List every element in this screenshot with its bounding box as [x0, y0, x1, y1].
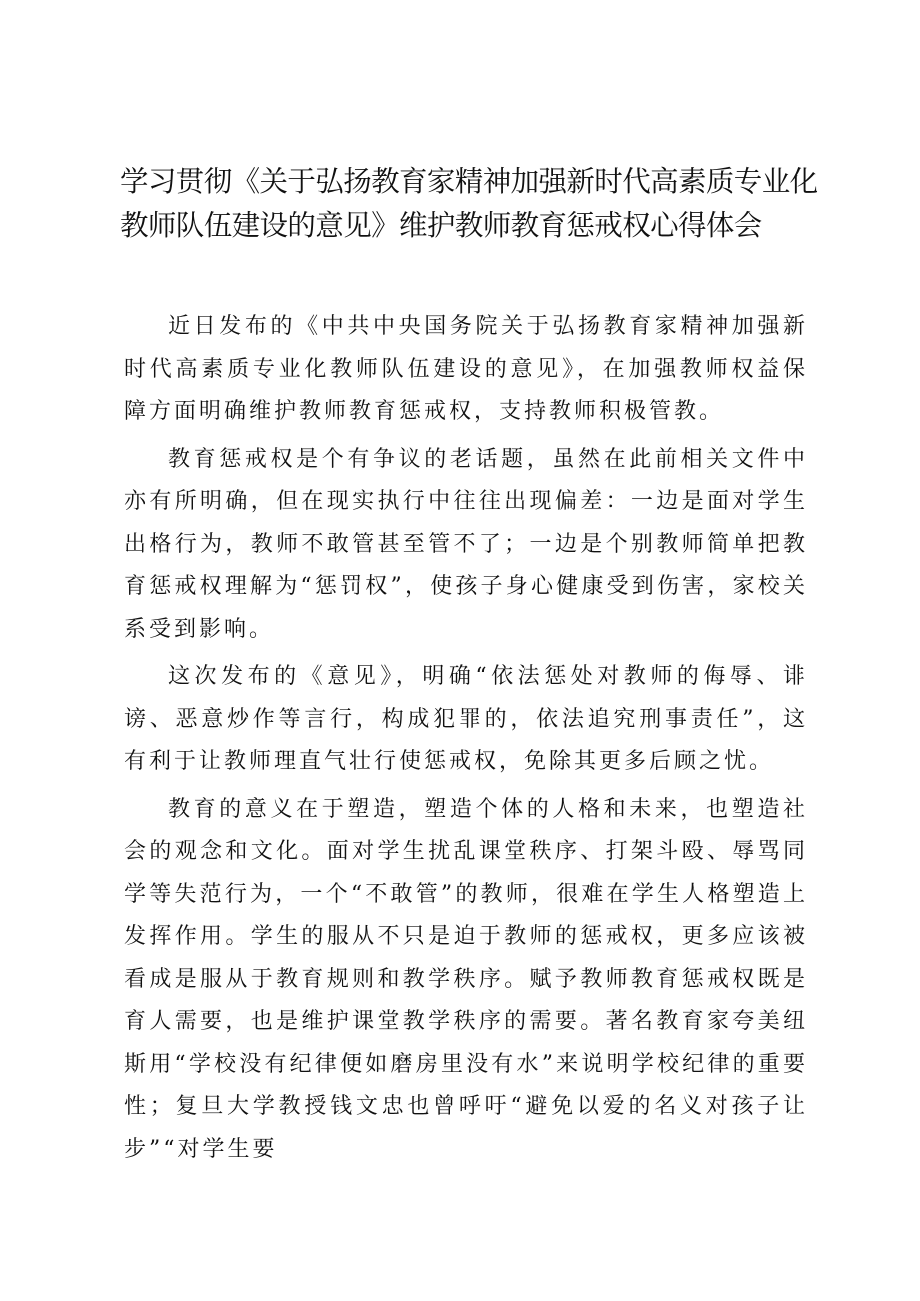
- document-title: 学习贯彻《关于弘扬教育家精神加强新时代高素质专业化教师队伍建设的意见》维护教师教育惩戒权心得体会: [120, 165, 818, 242]
- body-paragraph-3: 这次发布的《意见》，明确“依法惩处对教师的侮辱、诽谤、恶意炒作等言行，构成犯罪的，依法追究刑事责任”，这有利于让教师理直气壮行使惩戒权，免除其更多后顾之忧。: [124, 664, 808, 774]
- body-paragraph-2: 教育惩戒权是个有争议的老话题，虽然在此前相关文件中亦有所明确，但在现实执行中往往出现偏差：一边是面对学生出格行为，教师不敢管甚至管不了；一边是个别教师简单把教育惩戒权理解为“惩罚权”，使孩子身心健康受到伤害，家校关系受到影响。: [124, 446, 808, 642]
- document-body: [124, 306, 808, 1176]
- body-paragraph-1: 近日发布的《中共中央国务院关于弘扬教育家精神加强新时代高素质专业化教师队伍建设的意见》，在加强教师权益保障方面明确维护教师教育惩戒权，支持教师积极管教。: [124, 314, 808, 424]
- body-paragraph-4: 教育的意义在于塑造，塑造个体的人格和未来，也塑造社会的观念和文化。面对学生扰乱课堂秩序、打架斗殴、辱骂同学等失范行为，一个“不敢管”的教师，很难在学生人格塑造上发挥作用。学生的服从不只是迫于教师的惩戒权，更多应该被看成是服从于教育规则和教学秩序。赋予教师教育惩戒权既是育人需要，也是维护课堂教学秩序的需要。著名教育家夸美纽斯用“学校没有纪律便如磨房里没有水”来说明学校纪律的重要性；复旦大学教授钱文忠也曾呼吁“避免以爱的名义对孩子让步”“对学生要: [124, 796, 808, 1162]
